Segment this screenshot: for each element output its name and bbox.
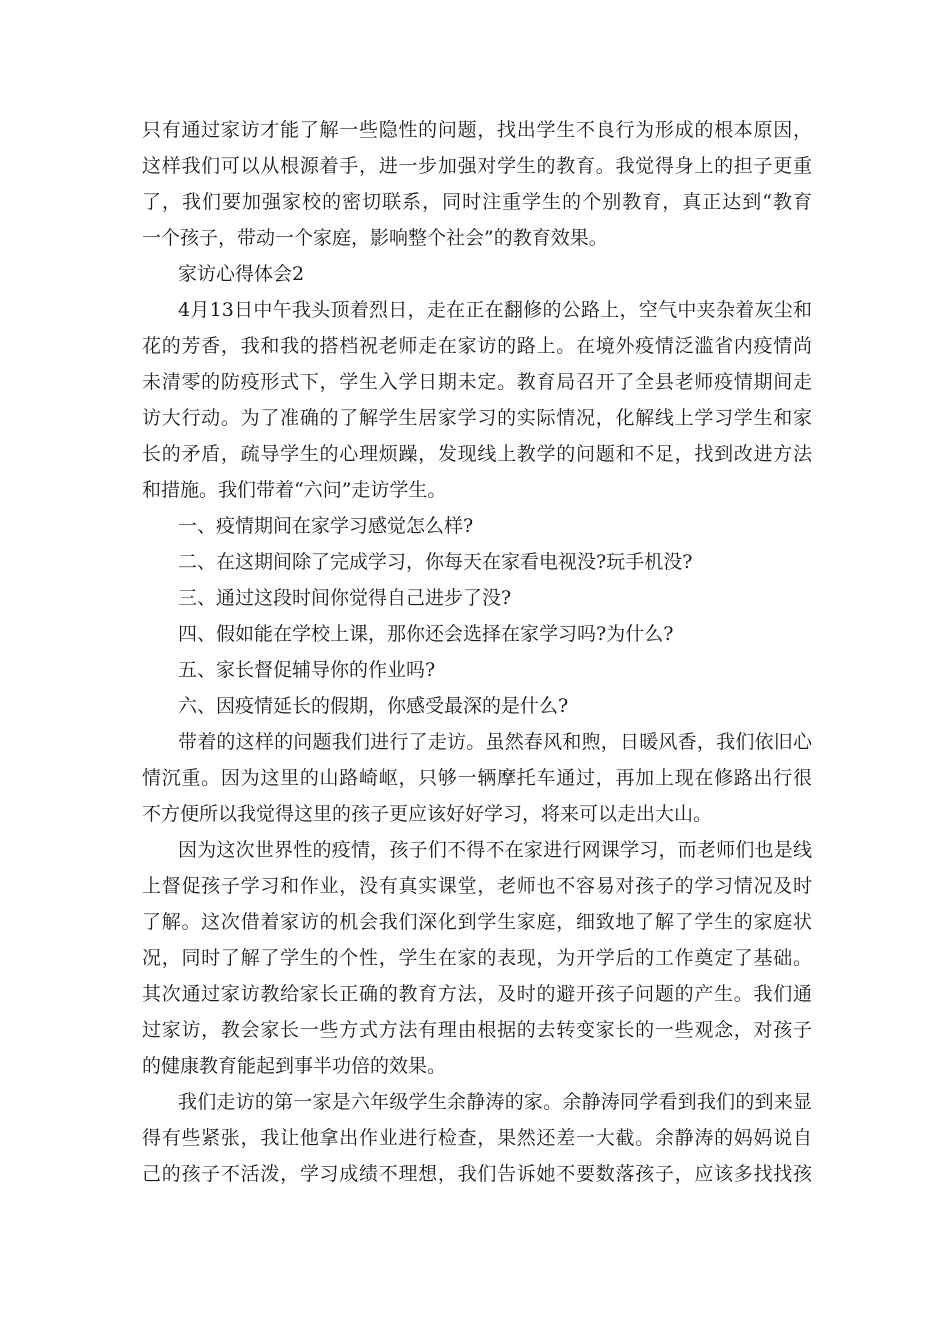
paragraph-1-line-2: 这样我们可以从根源着手，进一步加强对学生的教育。我觉得身上的担子更重	[142, 155, 812, 177]
paragraph-4-line-4: 况，同时了解了学生的个性，学生在家的表现，为开学后的工作奠定了基础。	[142, 947, 812, 969]
paragraph-1-line-1: 只有通过家访才能了解一些隐性的问题，找出学生不良行为形成的根本原因，	[142, 119, 812, 141]
paragraph-1-line-4: 一个孩子，带动一个家庭，影响整个社会”的教育效果。	[142, 227, 608, 249]
section-heading: 家访心得体会2	[178, 263, 305, 285]
paragraph-4-line-5: 其次通过家访教给家长正确的教育方法，及时的避开孩子问题的产生。我们通	[142, 983, 812, 1005]
question-5: 五、家长督促辅导你的作业吗?	[178, 659, 436, 681]
paragraph-2-line-1: 4月13日中午我头顶着烈日，走在正在翻修的公路上，空气中夹杂着灰尘和	[178, 299, 812, 321]
paragraph-3-line-2: 情沉重。因为这里的山路崎岖，只够一辆摩托车通过，再加上现在修路出行很	[142, 767, 812, 789]
paragraph-2-line-3: 未清零的防疫形式下，学生入学日期未定。教育局召开了全县老师疫情期间走	[142, 371, 812, 393]
paragraph-3-line-3: 不方便所以我觉得这里的孩子更应该好好学习，将来可以走出大山。	[142, 803, 713, 825]
paragraph-5-line-2: 得有些紧张，我让他拿出作业进行检查，果然还差一大截。余静涛的妈妈说自	[142, 1127, 812, 1149]
paragraph-4-line-6: 过家访，教会家长一些方式方法有理由根据的去转变家长的一些观念，对孩子	[142, 1019, 812, 1041]
question-2: 二、在这期间除了完成学习，你每天在家看电视没?玩手机没?	[178, 551, 693, 573]
paragraph-5-line-3: 己的孩子不活泼，学习成绩不理想，我们告诉她不要数落孩子，应该多找找孩	[142, 1163, 812, 1185]
question-6: 六、因疫情延长的假期，你感受最深的是什么?	[178, 695, 569, 717]
paragraph-5-line-1: 我们走访的第一家是六年级学生余静涛的家。余静涛同学看到我们的到来显	[178, 1091, 812, 1113]
paragraph-2-line-5: 长的矛盾，疏导学生的心理烦躁，发现线上教学的问题和不足，找到改进方法	[142, 443, 812, 465]
paragraph-2-line-2: 花的芳香，我和我的搭档祝老师走在家访的路上。在境外疫情泛滥省内疫情尚	[142, 335, 812, 357]
paragraph-4-line-2: 上督促孩子学习和作业，没有真实课堂，老师也不容易对孩子的学习情况及时	[142, 875, 812, 897]
paragraph-1-line-3: 了，我们要加强家校的密切联系，同时注重学生的个别教育，真正达到“教育	[142, 191, 812, 213]
paragraph-4-line-3: 了解。这次借着家访的机会我们深化到学生家庭，细致地了解了学生的家庭状	[142, 911, 812, 933]
paragraph-4-line-1: 因为这次世界性的疫情，孩子们不得不在家进行网课学习，而老师们也是线	[178, 839, 812, 861]
paragraph-3-line-1: 带着的这样的问题我们进行了走访。虽然春风和煦，日暖风香，我们依旧心	[178, 731, 812, 753]
question-4: 四、假如能在学校上课，那你还会选择在家学习吗?为什么?	[178, 623, 674, 645]
paragraph-2-line-6: 和措施。我们带着“六问”走访学生。	[142, 479, 447, 501]
question-3: 三、通过这段时间你觉得自己进步了没?	[178, 587, 512, 609]
document-page	[142, 112, 812, 1192]
question-1: 一、疫情期间在家学习感觉怎么样?	[178, 515, 474, 537]
paragraph-4-line-7: 的健康教育能起到事半功倍的效果。	[142, 1055, 447, 1077]
paragraph-2-line-4: 访大行动。为了准确的了解学生居家学习的实际情况，化解线上学习学生和家	[142, 407, 812, 429]
